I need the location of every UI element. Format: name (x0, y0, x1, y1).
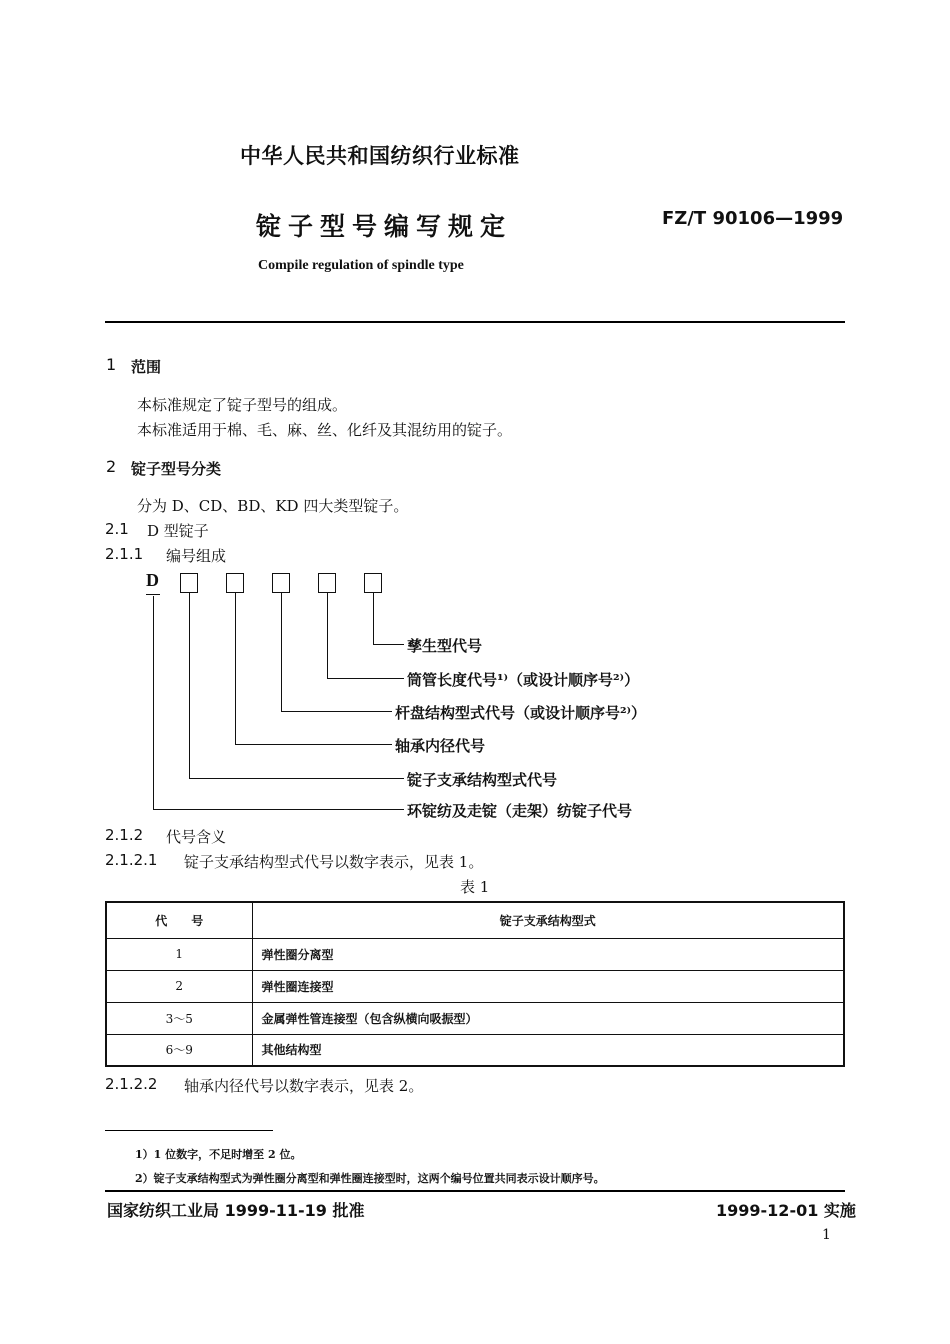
leader-horizontal (281, 711, 392, 712)
table-cell-structure: 弹性圈分离型 (252, 938, 844, 970)
header-divider (105, 321, 845, 323)
approval-info: 国家纺织工业局 1999-11-19 批准 (107, 1201, 365, 1220)
table-1-caption: 表 1 (460, 878, 490, 896)
table-row (106, 970, 844, 1002)
footer-divider (105, 1190, 845, 1192)
subsection-2-1-2-2-number: 2.1.2.2 (105, 1075, 158, 1093)
leader-vertical (235, 593, 236, 744)
standard-name: 中华人民共和国纺织行业标准 (240, 144, 520, 168)
table-cell-structure: 弹性圈连接型 (252, 970, 844, 1002)
page-number: 1 (822, 1227, 831, 1243)
table-cell-code: 1 (106, 938, 252, 970)
section-1-paragraph: 本标准适用于棉、毛、麻、丝、化纤及其混纺用的锭子。 (137, 421, 513, 439)
diagram-label: 轴承内径代号 (395, 737, 486, 755)
diagram-prefix-letter: D (146, 570, 159, 590)
diagram-label: 锭子支承结构型式代号 (407, 771, 558, 789)
table-row (106, 1002, 844, 1034)
table-1 (105, 901, 845, 1067)
spindle-type-code-diagram (140, 565, 700, 825)
leader-vertical (327, 593, 328, 678)
subsection-2-1-2-text: 代号含义 (166, 828, 227, 846)
implementation-date: 1999-12-01 实施 (716, 1201, 856, 1220)
leader-vertical (189, 593, 190, 778)
section-1-paragraph: 本标准规定了锭子型号的组成。 (137, 396, 348, 414)
subsection-2-1-2-1-number: 2.1.2.1 (105, 851, 158, 869)
subsection-2-1-2-1-text: 锭子支承结构型式代号以数字表示，见表 1。 (184, 853, 484, 871)
table-header-structure-type: 锭子支承结构型式 (252, 902, 844, 938)
section-2-heading: 锭子型号分类 (131, 460, 222, 478)
section-1-heading: 范围 (131, 358, 162, 376)
document-code: FZ/T 90106—1999 (662, 208, 844, 229)
table-header-code: 代 号 (106, 902, 252, 938)
table-row (106, 1034, 844, 1066)
table-cell-structure: 金属弹性管连接型（包含纵横向吸振型） (252, 1002, 844, 1034)
subsection-2-1-2-number: 2.1.2 (105, 826, 144, 844)
leader-vertical (281, 593, 282, 711)
code-position-box (180, 573, 198, 593)
leader-horizontal (327, 678, 404, 679)
document-title: 锭子型号编写规定 (256, 212, 513, 241)
section-1-number: 1 (106, 355, 117, 374)
table-row (106, 938, 844, 970)
section-2-number: 2 (106, 457, 117, 476)
table-cell-code: 6～9 (106, 1034, 252, 1066)
leader-horizontal (153, 809, 404, 810)
code-position-box (226, 573, 244, 593)
code-position-box (318, 573, 336, 593)
prefix-underline (146, 594, 160, 595)
diagram-label: 环锭纺及走锭（走架）纺锭子代号 (407, 802, 633, 820)
diagram-label: 杆盘结构型式代号（或设计顺序号²⁾） (395, 704, 647, 722)
subsection-2-1-2-2-text: 轴承内径代号以数字表示，见表 2。 (184, 1077, 424, 1095)
leader-vertical (373, 593, 374, 644)
subsection-2-1-1-text: 编号组成 (166, 547, 227, 565)
footnote-divider (105, 1130, 273, 1131)
document-title-english: Compile regulation of spindle type (258, 258, 464, 273)
subsection-2-1-1-number: 2.1.1 (105, 545, 144, 563)
table-cell-code: 2 (106, 970, 252, 1002)
code-position-box (272, 573, 290, 593)
leader-vertical (153, 596, 154, 809)
table-header-row (106, 902, 844, 938)
diagram-label: 孳生型代号 (407, 637, 483, 655)
leader-horizontal (373, 644, 404, 645)
footnote: 1）1 位数字，不足时增至 2 位。 (135, 1148, 302, 1161)
leader-horizontal (235, 744, 392, 745)
leader-horizontal (189, 778, 404, 779)
section-2-paragraph: 分为 D、CD、BD、KD 四大类型锭子。 (137, 497, 409, 515)
table-cell-structure: 其他结构型 (252, 1034, 844, 1066)
code-position-box (364, 573, 382, 593)
table-cell-code: 3～5 (106, 1002, 252, 1034)
subsection-2-1-number: 2.1 (105, 520, 129, 538)
diagram-label: 筒管长度代号¹⁾（或设计顺序号²⁾） (407, 671, 640, 689)
footnote: 2）锭子支承结构型式为弹性圈分离型和弹性圈连接型时，这两个编号位置共同表示设计顺序号。 (135, 1172, 605, 1185)
subsection-2-1-text: D 型锭子 (147, 522, 209, 540)
